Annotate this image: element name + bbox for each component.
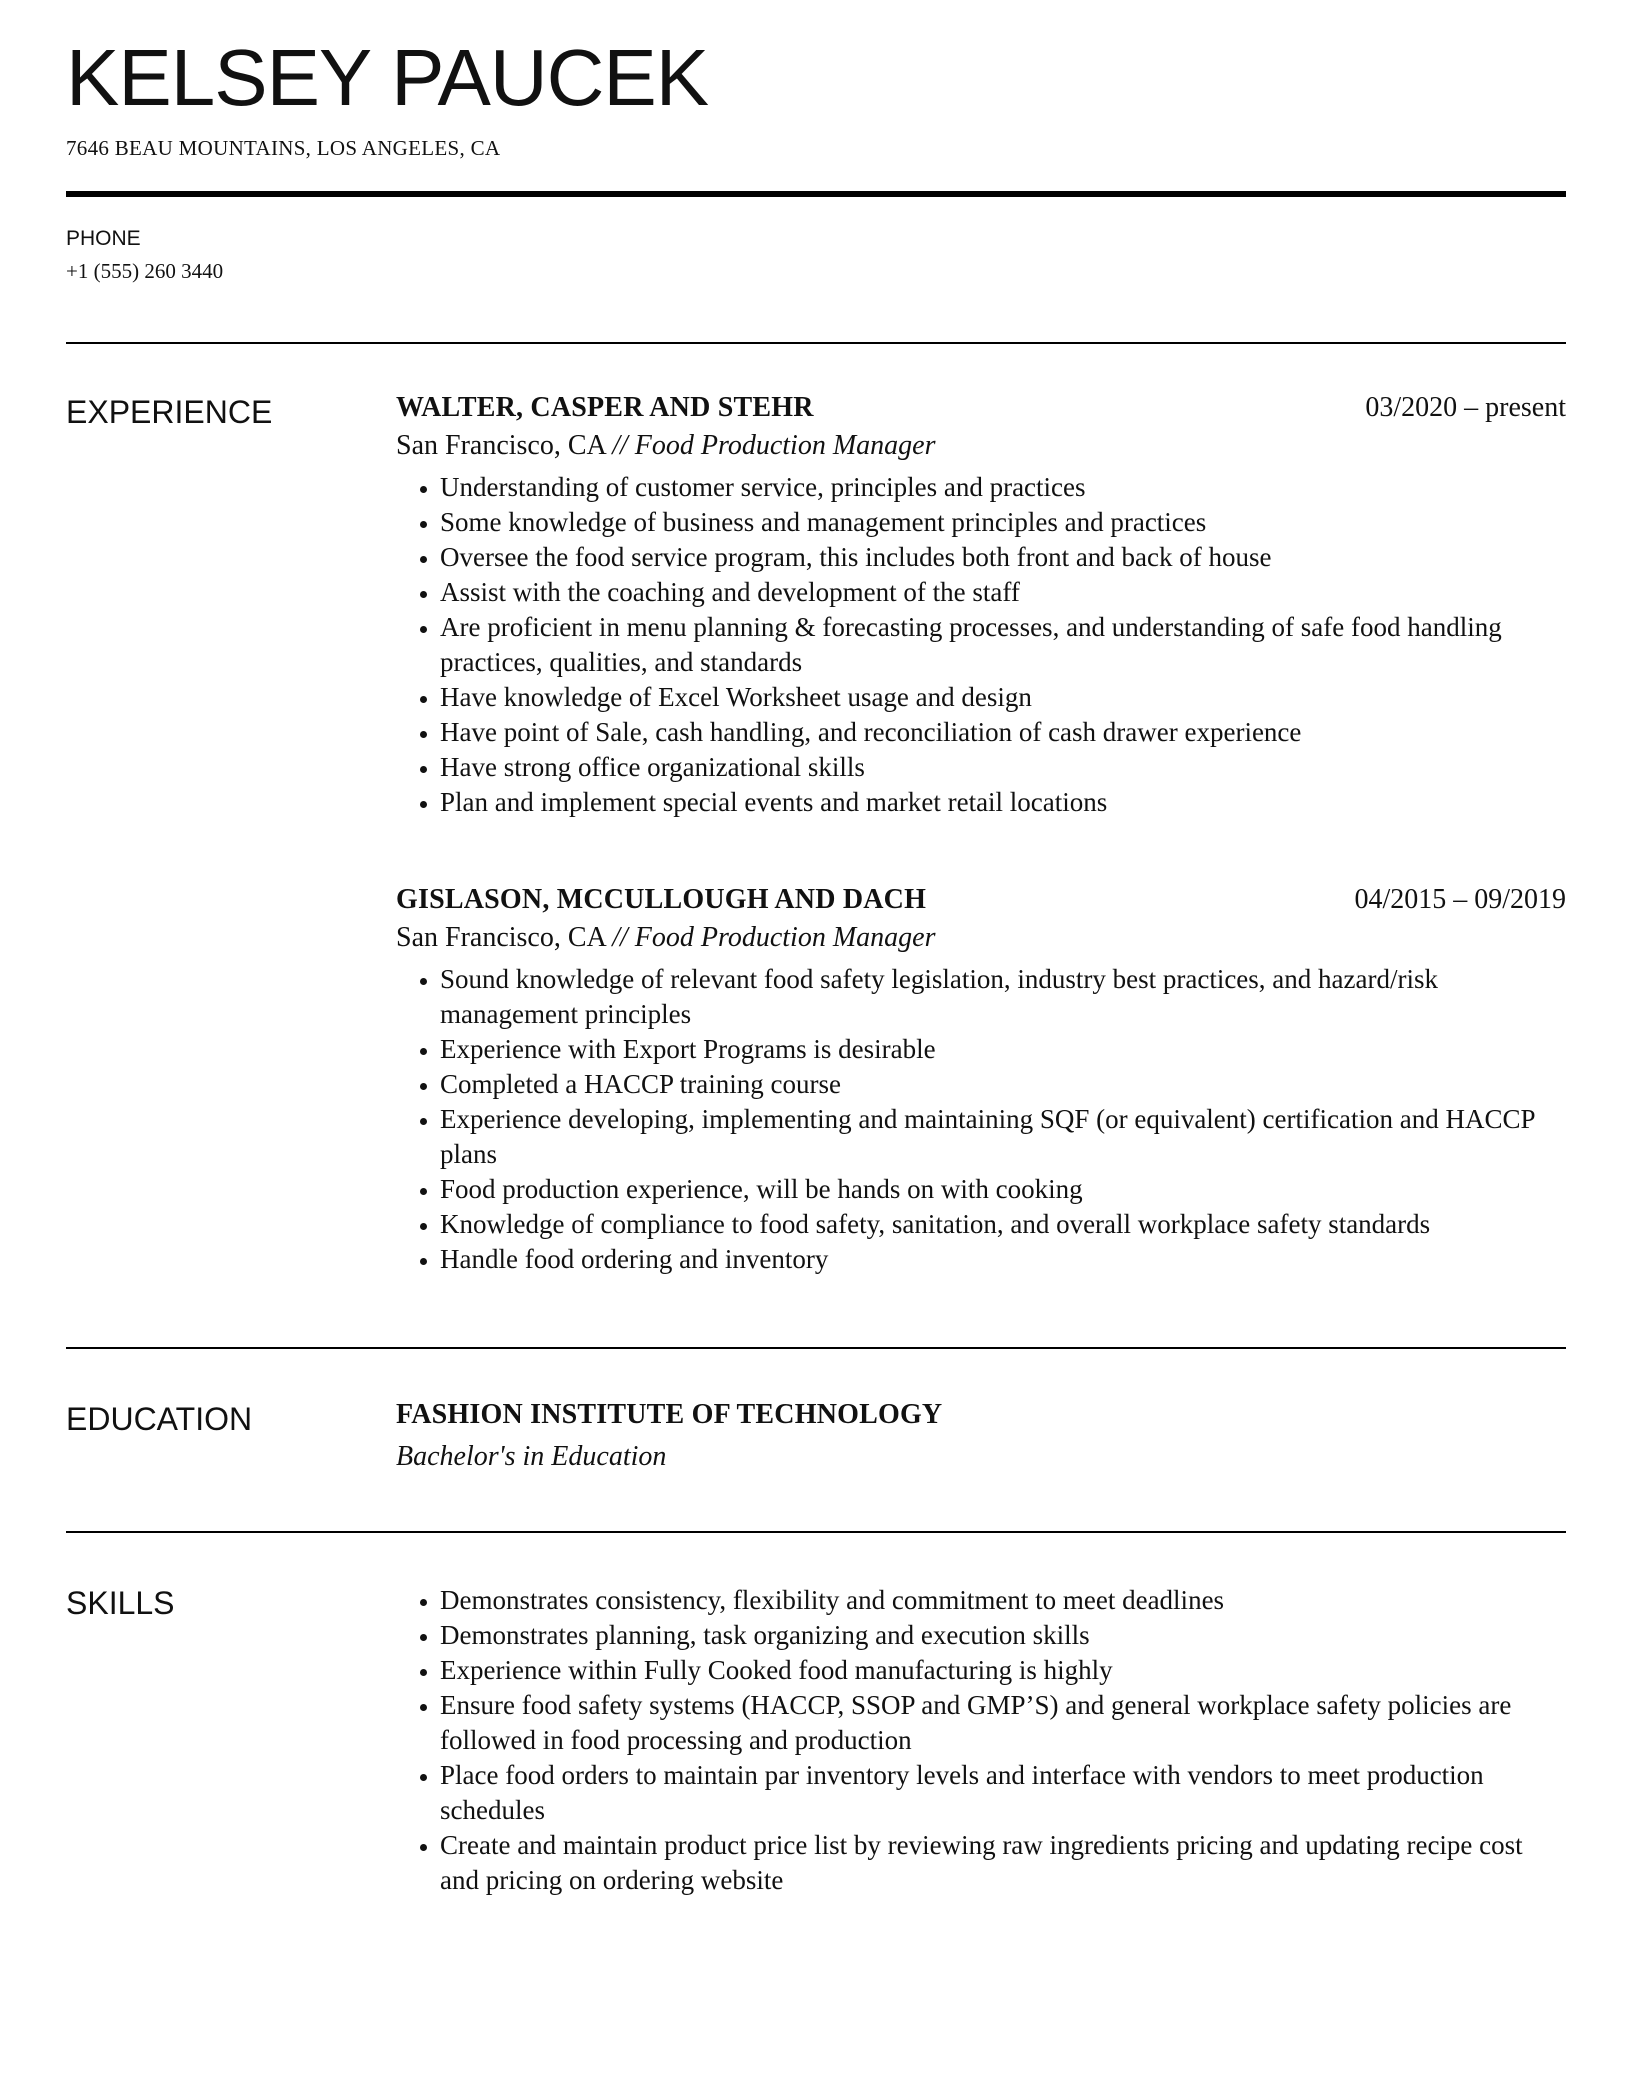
list-item: • Oversee the food service program, this includes both front and back of house: [440, 540, 1566, 575]
job-bullets: [396, 962, 1566, 1277]
list-item: • Assist with the coaching and development of the staff: [440, 575, 1566, 610]
list-item: • Create and maintain product price list by reviewing raw ingredients pricing and updating recipe cost and pricing on ordering website: [440, 1828, 1566, 1898]
education-section: [66, 1399, 1566, 1473]
list-item: • Place food orders to maintain par inventory levels and interface with vendors to meet production schedules: [440, 1758, 1566, 1828]
list-item: • Sound knowledge of relevant food safety legislation, industry best practices, and hazard/risk management principles: [440, 962, 1566, 1032]
list-item: • Experience within Fully Cooked food manufacturing is highly: [440, 1653, 1566, 1688]
list-item: • Experience with Export Programs is desirable: [440, 1032, 1566, 1067]
list-item: • Have knowledge of Excel Worksheet usage and design: [440, 680, 1566, 715]
phone-number: +1 (555) 260 3440: [66, 259, 224, 283]
job-header: [396, 392, 1566, 424]
header-divider: [66, 191, 1566, 197]
job-bullets: [396, 470, 1566, 820]
experience-divider: [66, 1347, 1566, 1349]
experience-section: [66, 392, 1566, 1277]
list-item: • Knowledge of compliance to food safety, sanitation, and overall workplace safety standards: [440, 1207, 1566, 1242]
experience-heading: EXPERIENCE: [66, 394, 273, 430]
list-item: • Have strong office organizational skills: [440, 750, 1566, 785]
list-item: • Experience developing, implementing and maintaining SQF (or equivalent) certification and HACCP plans: [440, 1102, 1566, 1172]
list-item: • Are proficient in menu planning & forecasting processes, and understanding of safe food handling practices, qualities, and standards: [440, 610, 1566, 680]
list-item: • Demonstrates consistency, flexibility and commitment to meet deadlines: [440, 1583, 1566, 1618]
list-item: • Completed a HACCP training course: [440, 1067, 1566, 1102]
education-divider: [66, 1531, 1566, 1533]
job-location: San Francisco, CA: [396, 430, 606, 461]
job-role: Food Production Manager: [634, 430, 936, 461]
education-heading: EDUCATION: [66, 1401, 253, 1437]
education-school: FASHION INSTITUTE OF TECHNOLOGY: [396, 1399, 943, 1430]
job-separator: //: [612, 922, 628, 953]
job-company: WALTER, CASPER AND STEHR: [396, 392, 814, 423]
job-role: Food Production Manager: [634, 922, 936, 953]
job-location: San Francisco, CA: [396, 922, 606, 953]
job-dates: 03/2020 – present: [1365, 392, 1566, 423]
job-entry: [396, 392, 1566, 820]
list-item: • Understanding of customer service, principles and practices: [440, 470, 1566, 505]
job-entry: [396, 884, 1566, 1277]
job-company: GISLASON, MCCULLOUGH AND DACH: [396, 884, 927, 915]
list-item: • Handle food ordering and inventory: [440, 1242, 1566, 1277]
skills-section: [66, 1583, 1566, 1898]
list-item: • Demonstrates planning, task organizing and execution skills: [440, 1618, 1566, 1653]
contact-divider: [66, 342, 1566, 344]
job-header: [396, 884, 1566, 916]
education-degree: Bachelor's in Education: [396, 1441, 667, 1472]
list-item: • Food production experience, will be hands on with cooking: [440, 1172, 1566, 1207]
experience-body: [396, 392, 1566, 1277]
list-item: • Some knowledge of business and management principles and practices: [440, 505, 1566, 540]
list-item: • Have point of Sale, cash handling, and reconciliation of cash drawer experience: [440, 715, 1566, 750]
job-subtitle: [396, 922, 1566, 954]
list-item: • Plan and implement special events and market retail locations: [440, 785, 1566, 820]
job-dates: 04/2015 – 09/2019: [1354, 884, 1566, 915]
candidate-address: 7646 BEAU MOUNTAINS, LOS ANGELES, CA: [66, 136, 501, 160]
phone-label: PHONE: [66, 227, 141, 250]
candidate-name: KELSEY PAUCEK: [66, 33, 709, 122]
skills-heading: SKILLS: [66, 1585, 175, 1621]
resume-page: [66, 0, 1566, 1898]
job-subtitle: [396, 430, 1566, 462]
job-separator: //: [612, 430, 628, 461]
skills-body: [396, 1583, 1566, 1898]
education-body: [396, 1399, 1566, 1473]
list-item: • Ensure food safety systems (HACCP, SSOP and GMP’S) and general workplace safety policies are followed in food processing and production: [440, 1688, 1566, 1758]
skills-list: [396, 1583, 1566, 1898]
